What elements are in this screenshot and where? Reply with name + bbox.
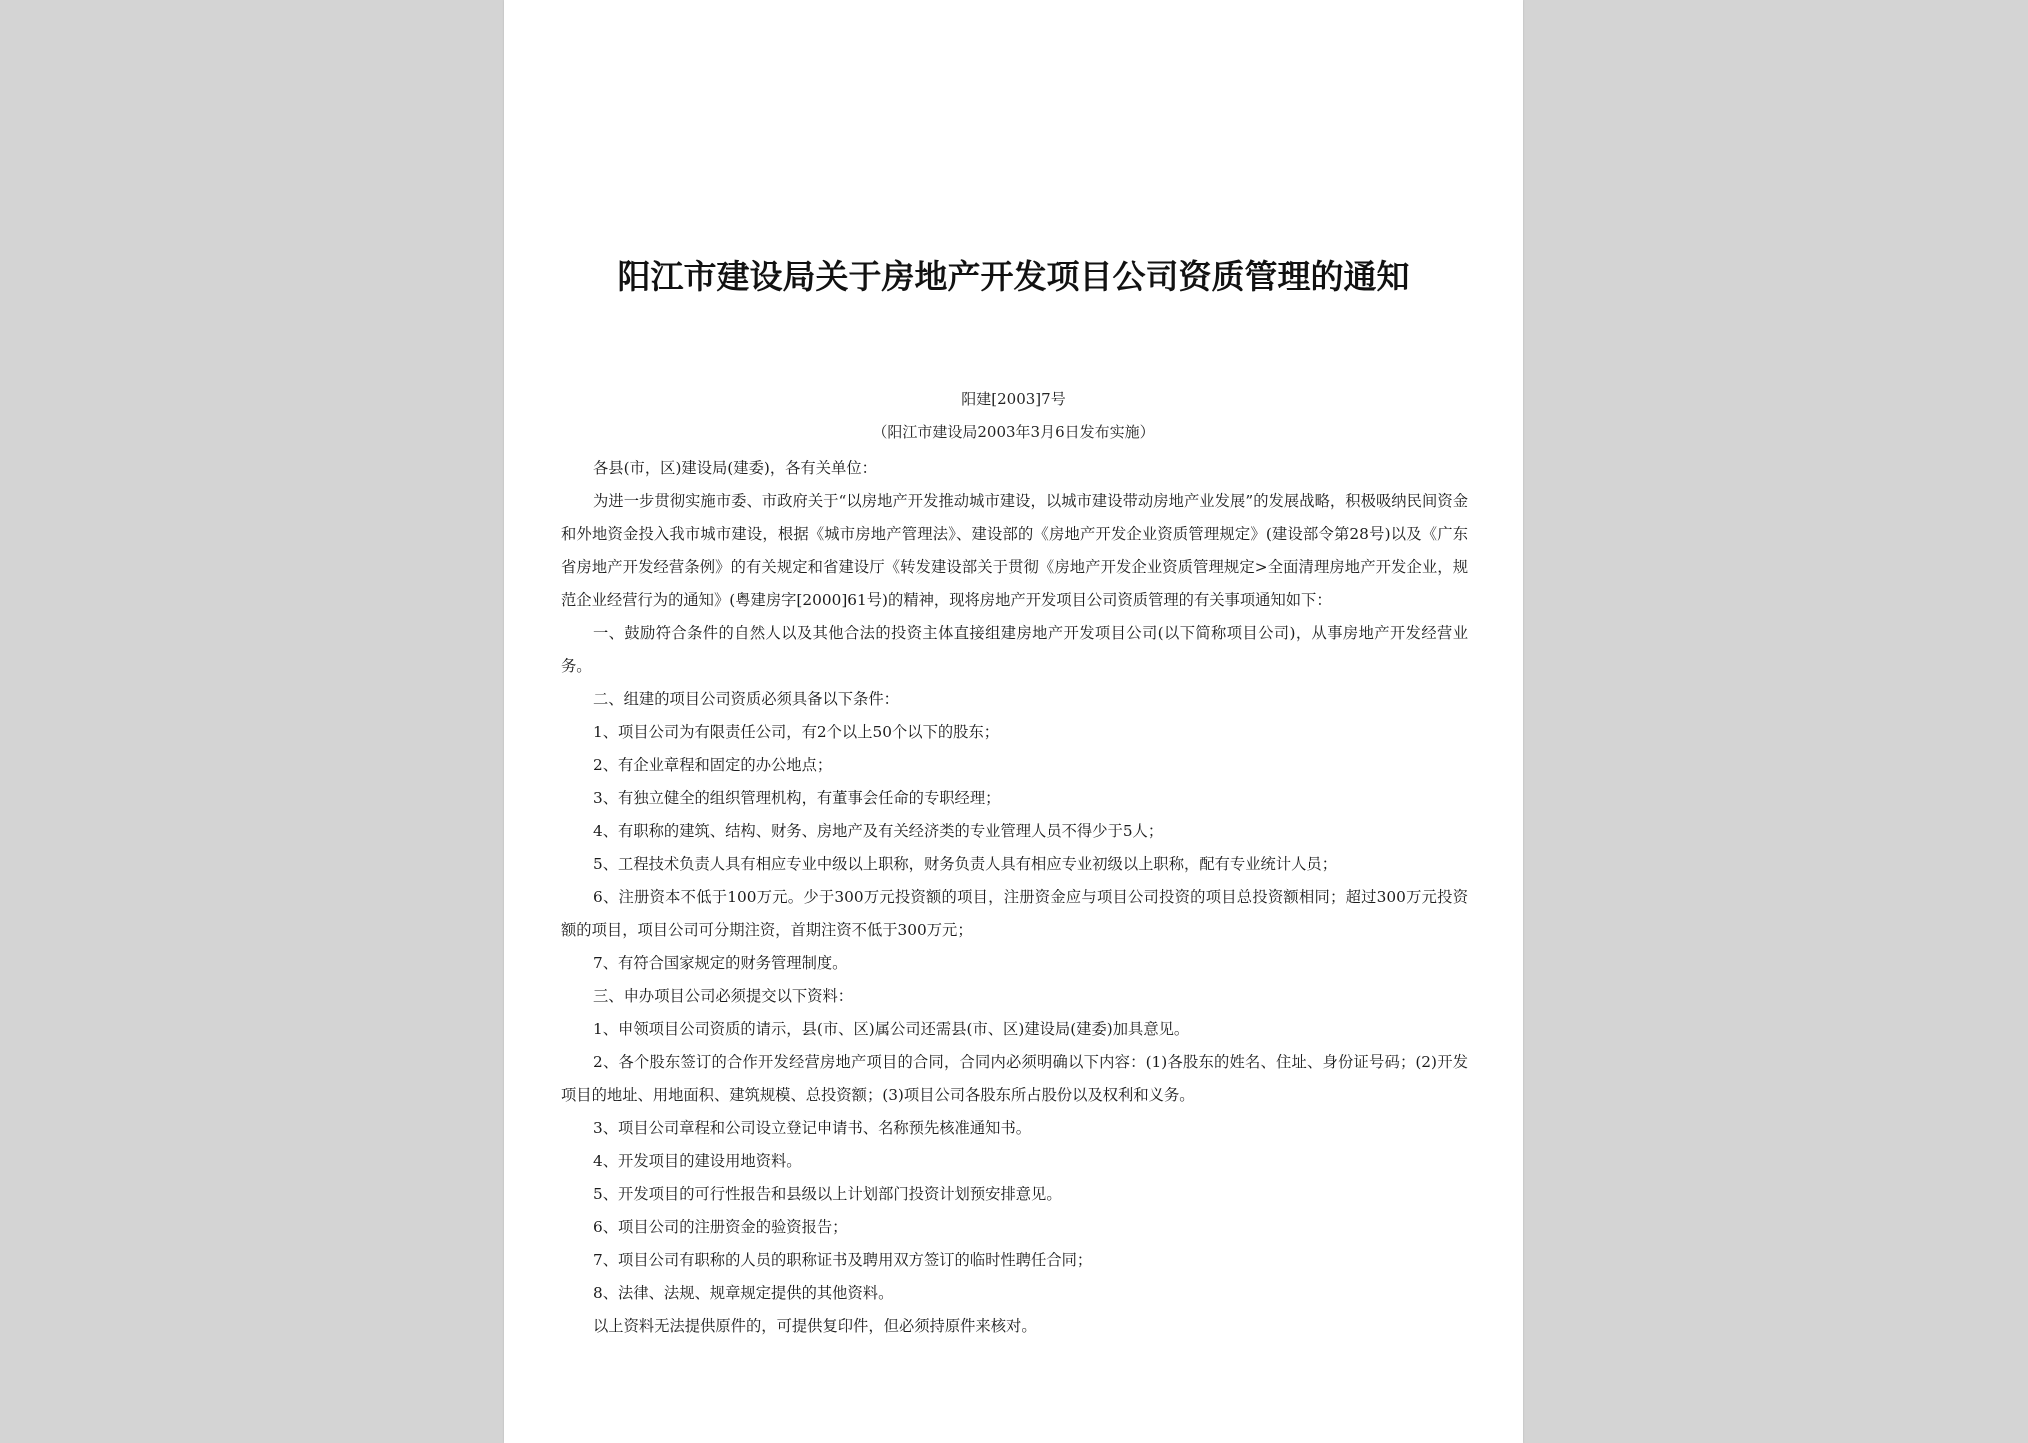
list-item: 7、项目公司有职称的人员的职称证书及聘用双方签订的临时性聘任合同； <box>593 1251 1093 1269</box>
body-paragraph: 以上资料无法提供原件的，可提供复印件，但必须持原件来核对。 <box>593 1317 1037 1335</box>
body-paragraph: 为进一步贯彻实施市委、市政府关于“以房地产开发推动城市建设，以城市建设带动房地产业发展”的发展战略，积极吸纳民间资金和外地资金投入我市城市建设，根据《城市房地产管理法》、建设部的《房地产开发企业资质管理规定》(建设部令第28号)以及《广东省房地产开发经营条例》的有关规定和省建设厅《转发建设部关于贯彻《房地产开发企业资质管理规定>全面清理房地产开发企业，规范企业经营行为的通知》(粤建房字[2000]61号)的精神，现将房地产开发项目公司资质管理的有关事项通知如下： <box>561 492 1468 609</box>
list-item: 1、申领项目公司资质的请示，县(市、区)属公司还需县(市、区)建设局(建委)加具意见。 <box>593 1020 1190 1038</box>
list-item: 5、开发项目的可行性报告和县级以上计划部门投资计划预安排意见。 <box>593 1185 1062 1203</box>
document-title: 阳江市建设局关于房地产开发项目公司资质管理的通知 <box>617 257 1410 296</box>
document-body <box>561 452 1468 1343</box>
document-page <box>504 0 1523 1443</box>
section-heading: 二、组建的项目公司资质必须具备以下条件： <box>593 690 899 708</box>
list-item: 3、项目公司章程和公司设立登记申请书、名称预先核准通知书。 <box>593 1119 1032 1137</box>
list-item: 3、有独立健全的组织管理机构，有董事会任命的专职经理； <box>593 789 1001 807</box>
list-item: 8、法律、法规、规章规定提供的其他资料。 <box>593 1284 894 1302</box>
section-heading: 三、申办项目公司必须提交以下资料： <box>593 987 854 1005</box>
list-item: 6、注册资本不低于100万元。少于300万元投资额的项目，注册资金应与项目公司投资的项目总投资额相同；超过300万元投资额的项目，项目公司可分期注资，首期注资不低于300万元； <box>561 888 1468 939</box>
list-item: 2、有企业章程和固定的办公地点； <box>593 756 833 774</box>
list-item: 1、项目公司为有限责任公司，有2个以上50个以下的股东； <box>593 723 1000 741</box>
list-item: 5、工程技术负责人具有相应专业中级以上职称，财务负责人具有相应专业初级以上职称，配有专业统计人员； <box>593 855 1337 873</box>
salutation: 各县(市，区)建设局(建委)，各有关单位： <box>593 459 877 477</box>
body-paragraph: 一、鼓励符合条件的自然人以及其他合法的投资主体直接组建房地产开发项目公司(以下简称项目公司)，从事房地产开发经营业务。 <box>561 624 1468 675</box>
issue-info: （阳江市建设局2003年3月6日发布实施） <box>872 423 1155 441</box>
list-item: 4、有职称的建筑、结构、财务、房地产及有关经济类的专业管理人员不得少于5人； <box>593 822 1164 840</box>
list-item: 2、各个股东签订的合作开发经营房地产项目的合同，合同内必须明确以下内容：(1)各股东的姓名、住址、身份证号码；(2)开发项目的地址、用地面积、建筑规模、总投资额；(3)项目公司各股东所占股份以及权利和义务。 <box>561 1053 1468 1104</box>
document-number: 阳建[2003]7号 <box>961 390 1066 408</box>
list-item: 6、项目公司的注册资金的验资报告； <box>593 1218 848 1236</box>
list-item: 7、有符合国家规定的财务管理制度。 <box>593 954 848 972</box>
list-item: 4、开发项目的建设用地资料。 <box>593 1152 802 1170</box>
